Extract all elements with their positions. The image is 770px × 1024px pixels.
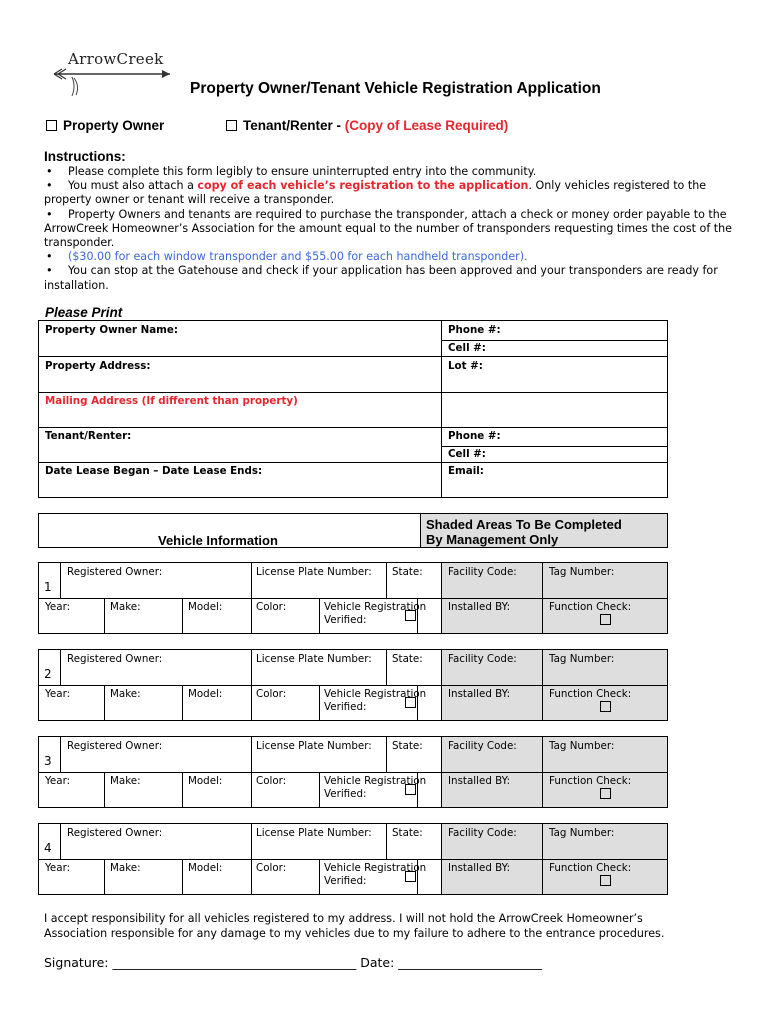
model-field[interactable]: Model: (188, 688, 223, 700)
tenant-option[interactable] (226, 118, 508, 133)
color-field[interactable]: Color: (256, 862, 287, 874)
license-plate-field[interactable]: License Plate Number: (256, 653, 372, 665)
year-field[interactable]: Year: (45, 688, 71, 700)
checkbox-icon[interactable] (405, 610, 416, 621)
phone-field[interactable]: Phone #: (448, 324, 501, 336)
tag-number-field[interactable]: Tag Number: (549, 827, 615, 839)
registration-verified: Vehicle Registration Verified: (324, 862, 427, 887)
date-field[interactable]: _______________________ (398, 955, 543, 970)
registration-verified: Vehicle Registration Verified: (324, 688, 427, 713)
installed-by-field[interactable]: Installed BY: (448, 775, 511, 787)
instruction-item: • You can stop at the Gatehouse and check if your application has been approved and your transponders are ready for installation. (44, 264, 718, 292)
model-field[interactable]: Model: (188, 862, 223, 874)
checkbox-icon[interactable] (600, 614, 611, 625)
management-note: Shaded Areas To Be Completed By Management Only (426, 517, 622, 547)
tenant-phone-field[interactable]: Phone #: (448, 430, 501, 442)
checkbox-icon[interactable] (405, 697, 416, 708)
registered-owner-field[interactable]: Registered Owner: (67, 827, 163, 839)
lot-field[interactable]: Lot #: (448, 360, 483, 372)
make-field[interactable]: Make: (110, 862, 141, 874)
instruction-item: • You must also attach a copy of each vehicle’s registration to the application. Only vehicles registered to the property owner or tenant will receive a transponder. (44, 179, 707, 207)
instructions-list (44, 165, 732, 293)
function-check-field[interactable]: Function Check: (549, 688, 632, 700)
make-field[interactable]: Make: (110, 601, 141, 613)
property-address-field[interactable]: Property Address: (45, 360, 151, 372)
facility-code-field[interactable]: Facility Code: (448, 827, 517, 839)
tenant-field[interactable]: Tenant/Renter: (45, 430, 132, 442)
checkbox-icon[interactable] (405, 871, 416, 882)
checkbox-icon[interactable] (600, 701, 611, 712)
function-check-field[interactable]: Function Check: (549, 601, 632, 613)
lease-required-note: (Copy of Lease Required) (344, 118, 509, 133)
instruction-item: • Please complete this form legibly to ensure uninterrupted entry into the community. (46, 165, 537, 178)
signature-line[interactable]: Signature: _______________________________________ Date: _______________________ (44, 955, 543, 970)
year-field[interactable]: Year: (45, 601, 71, 613)
tenant-label: Tenant/Renter - (243, 118, 345, 133)
make-field[interactable]: Make: (110, 688, 141, 700)
tenant-cell-field[interactable]: Cell #: (448, 448, 486, 460)
installed-by-field[interactable]: Installed BY: (448, 862, 511, 874)
installed-by-field[interactable]: Installed BY: (448, 688, 511, 700)
registered-owner-field[interactable]: Registered Owner: (67, 740, 163, 752)
owner-info-table (38, 320, 668, 498)
make-field[interactable]: Make: (110, 775, 141, 787)
color-field[interactable]: Color: (256, 775, 287, 787)
year-field[interactable]: Year: (45, 775, 71, 787)
email-field[interactable]: Email: (448, 465, 484, 477)
instructions-heading: Instructions: (44, 149, 126, 164)
registration-verified: Vehicle Registration Verified: (324, 775, 427, 800)
registration-verified: Vehicle Registration Verified: (324, 601, 427, 626)
state-field[interactable]: State: (392, 653, 423, 665)
state-field[interactable]: State: (392, 827, 423, 839)
facility-code-field[interactable]: Facility Code: (448, 566, 517, 578)
model-field[interactable]: Model: (188, 601, 223, 613)
mailing-address-field[interactable]: Mailing Address (If different than property) (45, 395, 298, 407)
vehicle-number: 1 (44, 580, 52, 594)
instruction-item: • ($30.00 for each window transponder and $55.00 for each handheld transponder). (46, 250, 528, 264)
owner-name-field[interactable]: Property Owner Name: (45, 324, 178, 336)
acceptance-statement: I accept responsibility for all vehicles registered to my address. I will not hold the ArrowCreek Homeowner’s Association responsible for any damage to my vehicles due to my failure to adhere to the entrance procedures. (44, 912, 665, 940)
lease-dates-field[interactable]: Date Lease Began – Date Lease Ends: (45, 465, 263, 477)
state-field[interactable]: State: (392, 740, 423, 752)
vehicle-block-4 (38, 823, 668, 895)
tag-number-field[interactable]: Tag Number: (549, 566, 615, 578)
year-field[interactable]: Year: (45, 862, 71, 874)
instruction-item: • Property Owners and tenants are required to purchase the transponder, attach a check or money order payable to the ArrowCreek Homeowner’s Association for the amount equal to the number of transponders requesting times the cost of the transponder. (44, 207, 732, 250)
facility-code-field[interactable]: Facility Code: (448, 740, 517, 752)
facility-code-field[interactable]: Facility Code: (448, 653, 517, 665)
checkbox-icon[interactable] (600, 875, 611, 886)
tag-number-field[interactable]: Tag Number: (549, 653, 615, 665)
page-title: Property Owner/Tenant Vehicle Registration Application (190, 80, 601, 97)
vehicle-info-header (38, 513, 668, 548)
checkbox-icon[interactable] (600, 788, 611, 799)
function-check-field[interactable]: Function Check: (549, 862, 632, 874)
please-print-heading: Please Print (45, 305, 123, 320)
license-plate-field[interactable]: License Plate Number: (256, 740, 372, 752)
logo-text: ArrowCreek (68, 50, 164, 68)
checkbox-icon[interactable] (46, 120, 57, 131)
vehicle-info-title: Vehicle Information (158, 533, 278, 548)
tag-number-field[interactable]: Tag Number: (549, 740, 615, 752)
model-field[interactable]: Model: (188, 775, 223, 787)
function-check-field[interactable]: Function Check: (549, 775, 632, 787)
registered-owner-field[interactable]: Registered Owner: (67, 653, 163, 665)
vehicle-number: 3 (44, 754, 52, 768)
color-field[interactable]: Color: (256, 688, 287, 700)
property-owner-label: Property Owner (63, 118, 165, 133)
license-plate-field[interactable]: License Plate Number: (256, 827, 372, 839)
registered-owner-field[interactable]: Registered Owner: (67, 566, 163, 578)
cell-field[interactable]: Cell #: (448, 342, 486, 354)
state-field[interactable]: State: (392, 566, 423, 578)
vehicle-block-2 (38, 649, 668, 721)
checkbox-icon[interactable] (226, 120, 237, 131)
vehicle-number: 4 (44, 841, 52, 855)
color-field[interactable]: Color: (256, 601, 287, 613)
vehicle-number: 2 (44, 667, 52, 681)
installed-by-field[interactable]: Installed BY: (448, 601, 511, 613)
vehicle-block-3 (38, 736, 668, 808)
property-owner-option[interactable] (46, 118, 164, 133)
signature-field[interactable]: _______________________________________ (112, 955, 357, 970)
vehicle-block-1 (38, 562, 668, 634)
license-plate-field[interactable]: License Plate Number: (256, 566, 372, 578)
checkbox-icon[interactable] (405, 784, 416, 795)
